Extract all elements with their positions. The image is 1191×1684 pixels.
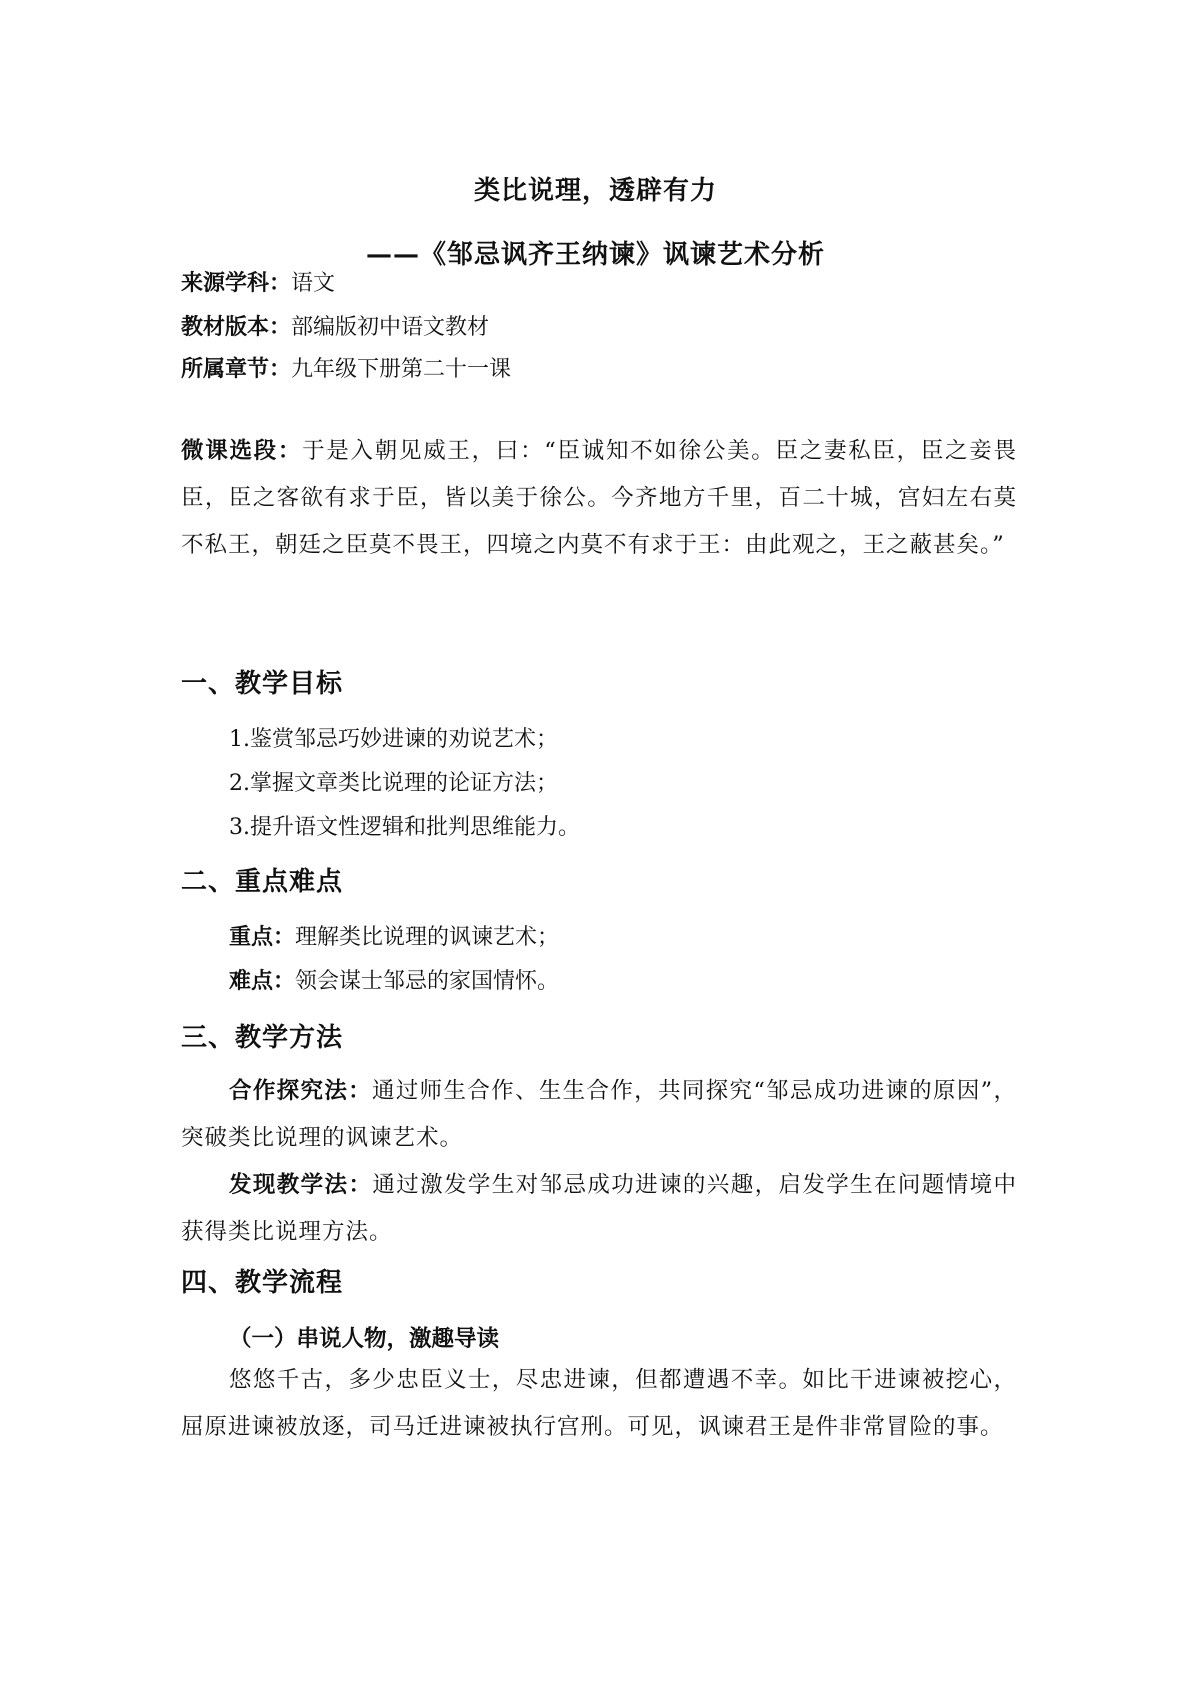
excerpt-paragraph — [181, 428, 1017, 569]
section-heading-methods: 三、教学方法 — [181, 1023, 344, 1053]
goal-item: 3.提升语文性逻辑和批判思维能力。 — [229, 815, 580, 840]
method-label: 发现教学法： — [229, 1172, 373, 1198]
meta-value: 九年级下册第二十一课 — [291, 357, 512, 382]
method-label: 合作探究法： — [229, 1078, 372, 1104]
method-paragraph — [181, 1068, 1017, 1162]
meta-chapter — [181, 352, 511, 383]
meta-subject — [181, 266, 335, 297]
section-heading-process: 四、教学流程 — [181, 1268, 344, 1298]
process-paragraph: 悠悠千古，多少忠臣义士，尽忠进谏，但都遭遇不幸。如比干进谏被挖心，屈原进谏被放逐，司马迁进谏被执行宫刑。可见，讽谏君王是件非常冒险的事。 — [181, 1367, 1017, 1440]
difficulty-item — [229, 964, 559, 995]
goal-item: 1.鉴赏邹忌巧妙进谏的劝说艺术； — [229, 727, 558, 752]
method-paragraph — [181, 1162, 1017, 1256]
meta-textbook — [181, 310, 489, 341]
difficulty-text: 领会谋士邹忌的家国情怀。 — [295, 969, 560, 994]
method-text: 通过激发学生对邹忌成功进谏的兴趣，启发学生在问题情境中获得类比说理方法。 — [181, 1172, 1017, 1245]
meta-label: 所属章节： — [181, 356, 292, 382]
process-subheading: （一）串说人物，激趣导读 — [229, 1326, 500, 1352]
method-text: 通过师生合作、生生合作，共同探究“邹忌成功进谏的原因”，突破类比说理的讽谏艺术。 — [181, 1078, 1017, 1151]
key-point-item — [229, 920, 559, 951]
excerpt-label: 微课选段： — [181, 438, 303, 464]
section-heading-goals: 一、教学目标 — [181, 669, 344, 699]
section-heading-key-points: 二、重点难点 — [181, 867, 344, 897]
document-subtitle: ——《邹忌讽齐王纳谏》讽谏艺术分析 — [365, 240, 825, 270]
difficulty-label: 难点： — [229, 968, 296, 994]
meta-label: 来源学科： — [181, 270, 292, 296]
document-title: 类比说理，透辟有力 — [473, 176, 717, 206]
meta-value: 语文 — [291, 271, 336, 296]
meta-label: 教材版本： — [181, 314, 292, 340]
key-point-label: 重点： — [229, 924, 296, 950]
goal-item: 2.掌握文章类比说理的论证方法； — [229, 771, 558, 796]
excerpt-text: 于是入朝见威王，曰：“臣诚知不如徐公美。臣之妻私臣，臣之妾畏臣，臣之客欲有求于臣，皆以美于徐公。今齐地方千里，百二十城，宫妇左右莫不私王，朝廷之臣莫不畏王，四境之内莫不有求于王：由此观之，王之蔽甚矣。” — [181, 438, 1017, 558]
meta-value: 部编版初中语文教材 — [291, 315, 490, 340]
key-point-text: 理解类比说理的讽谏艺术； — [295, 925, 560, 950]
